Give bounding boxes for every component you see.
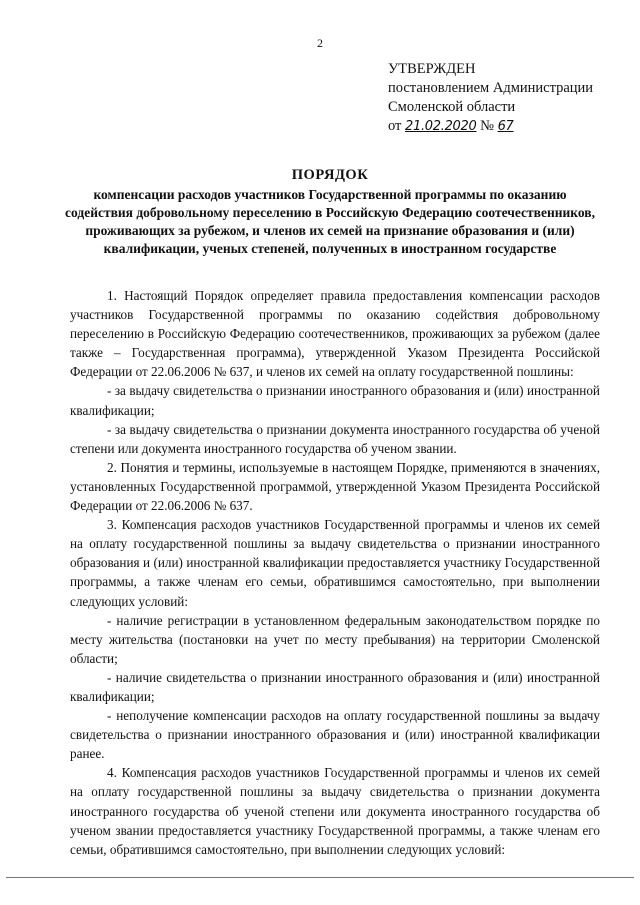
approval-date: 21.02.2020	[405, 119, 477, 134]
approval-date-prefix: от	[388, 118, 402, 134]
paragraph: - за выдачу свидетельства о признании документа иностранного государства об ученой степени или документа иностранного государства об ученом звании.	[70, 421, 600, 456]
approval-number-sign: №	[480, 118, 494, 134]
paragraph: 1. Настоящий Порядок определяет правила предоставления компенсации расходов участников Государственной программы по оказанию содействия добровольному переселению в Российскую Федерацию соотечественников, проживающих за рубежом (далее также – Государственная программа), утвержденной Указом Президента Российской Федерации от 22.06.2006 № 637, и членов их семей на оплату государственной пошлины:	[70, 288, 600, 380]
document-type: ПОРЯДОК	[291, 167, 369, 183]
paragraph: 2. Понятия и термины, используемые в настоящем Порядке, применяются в значениях, установленных Государственной программой, утвержденной Указом Президента Российской Федерации от 22.06.2006 № 637.	[70, 459, 600, 514]
document-heading	[60, 166, 600, 258]
approval-number: 67	[497, 119, 514, 134]
paragraph: - за выдачу свидетельства о признании иностранного образования и (или) иностранной квалификации;	[70, 383, 600, 418]
approval-title: УТВЕРЖДЕН	[388, 61, 476, 77]
paragraph: - наличие регистрации в установленном федеральным законодательством порядке по месту жительства (постановки на учет по месту пребывания) на территории Смоленской области;	[70, 612, 600, 666]
paragraph: - неполучение компенсации расходов на оплату государственной пошлины за выдачу свидетельства о признании иностранного образования и (или) иностранной квалификации ранее.	[70, 708, 600, 762]
approval-line-2: Смоленской области	[388, 99, 516, 115]
approval-date-row	[388, 117, 628, 136]
page-number: 2	[317, 36, 323, 50]
paragraph: 3. Компенсация расходов участников Государственной программы и членов их семей на оплату государственной пошлины за выдачу свидетельства о признании иностранного образования и (или) иностранной квалификации предоставляется участнику Государственной программы, а также членам его семьи, обратившимся самостоятельно, при выполнении следующих условий:	[70, 517, 600, 609]
page-bottom-divider	[6, 877, 634, 878]
paragraph: - наличие свидетельства о признании иностранного образования и (или) иностранной квалификации;	[70, 669, 600, 704]
document-body	[70, 286, 600, 859]
document-subtitle: компенсации расходов участников Государственной программы по оказанию содействия добровольному переселению в Российскую Федерацию соотечественников, проживающих за рубежом, и членов их семей на признание образования и (или) квалификации, ученых степеней, полученных в иностранном государстве	[65, 187, 595, 256]
approval-stamp	[388, 60, 628, 136]
paragraph: 4. Компенсация расходов участников Государственной программы и членов их семей на оплату государственной пошлины за выдачу свидетельства о признании документа иностранного государства об ученой степени или документа иностранного государства об ученом звании предоставляется участнику Государственной программы, а также членам его семьи, обратившимся самостоятельно, при выполнении следующих условий:	[70, 765, 600, 857]
approval-line-1: постановлением Администрации	[388, 80, 594, 96]
